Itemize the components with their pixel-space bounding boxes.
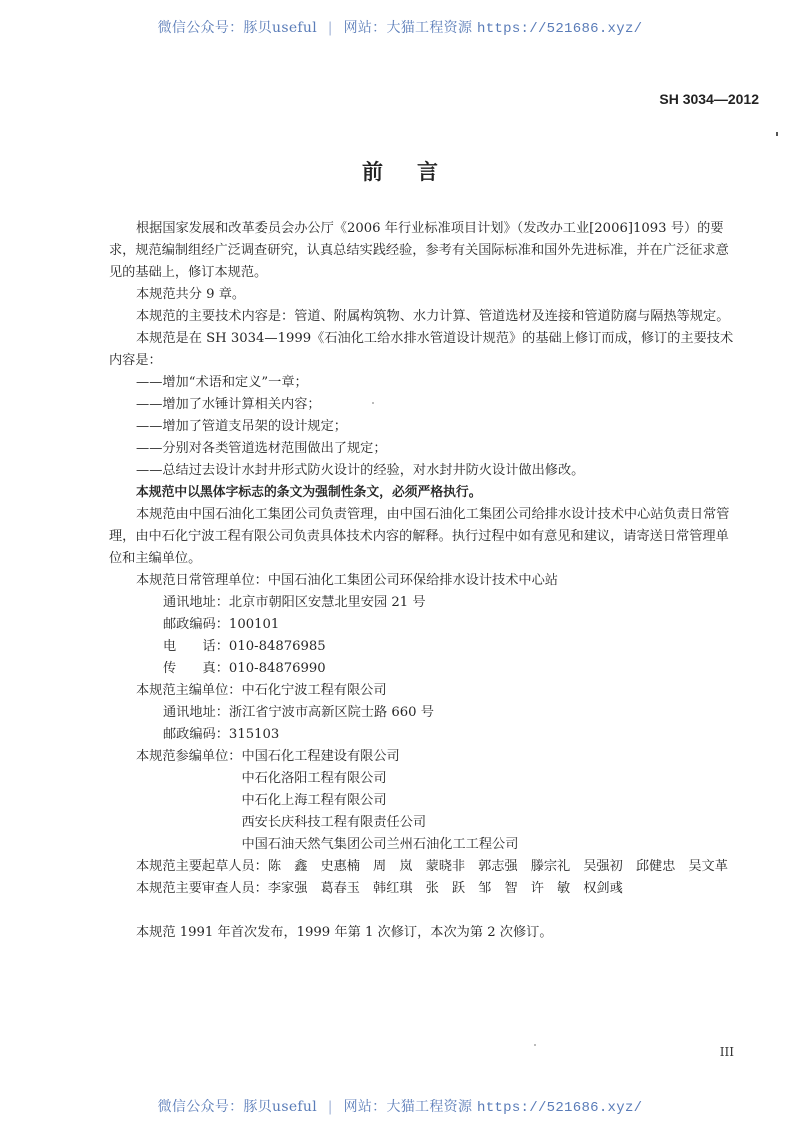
revision-item: ——总结过去设计水封井形式防火设计的经验，对水封井防火设计做出修改。 xyxy=(136,463,585,478)
chief-editor-unit xyxy=(109,680,741,702)
drafter-name: 郭志强 xyxy=(478,859,518,874)
management-address: 通讯地址：北京市朝阳区安慧北里安园 21 号 xyxy=(163,595,426,610)
drafter-name: 滕宗礼 xyxy=(530,859,571,874)
participating-unit: 西安长庆科技工程有限责任公司 xyxy=(241,815,427,830)
revision-item: ——增加了水锤计算相关内容； xyxy=(136,397,321,412)
standard-number: SH 3034—2012 xyxy=(659,91,759,107)
paragraph-revision-basis: 本规范是在 SH 3034—1999《石油化工给水排水管道设计规范》的基础上修订而成，修订的主要技术内容是： xyxy=(109,331,734,368)
reviewer-name: 韩红琪 xyxy=(373,881,413,896)
scan-speck xyxy=(776,132,778,136)
management-unit-label: 本规范日常管理单位： xyxy=(136,573,268,588)
chief-editor-name: 中石化宁波工程有限公司 xyxy=(241,683,387,698)
management-phone: 电 话：010-84876985 xyxy=(163,639,326,654)
watermark-url[interactable]: https://521686.xyz/ xyxy=(477,21,643,37)
watermark-bottom xyxy=(0,1096,800,1116)
watermark-site: 网站：大猫工程资源 xyxy=(343,1099,473,1115)
chief-editor-postcode: 邮政编码：315103 xyxy=(163,727,280,742)
spacer xyxy=(109,900,741,922)
participating-unit: 中国石化工程建设有限公司 xyxy=(241,749,400,764)
paragraph-background: 根据国家发展和改革委员会办公厅《2006 年行业标准项目计划》（发改办工业[2006]1093 号）的要求，规范编制组经广泛调查研究，认真总结实践经验，参考有关国际标准和国外先进标准，并在广泛征求意见的基础上，修订本规范。 xyxy=(109,221,729,280)
paragraph-main-content: 本规范的主要技术内容是：管道、附属构筑物、水力计算、管道选材及连接和管道防腐与隔热等规定。 xyxy=(136,309,730,324)
reviewer-name: 许 敏 xyxy=(530,881,571,896)
scan-speck xyxy=(372,402,374,404)
page-number: III xyxy=(719,1045,734,1059)
reviewers-label: 本规范主要审查人员： xyxy=(136,881,268,896)
revision-history: 本规范 1991 年首次发布，1999 年第 1 次修订，本次为第 2 次修订。 xyxy=(136,925,553,940)
reviewer-name: 李家强 xyxy=(267,881,308,896)
drafter-name: 周 岚 xyxy=(373,859,413,874)
paragraph-management: 本规范由中国石油化工集团公司负责管理，由中国石油化工集团公司给排水设计技术中心站负责日常管理，由中石化宁波工程有限公司负责具体技术内容的解释。执行过程中如有意见和建议，请寄送日常管理单位和主编单位。 xyxy=(109,507,730,566)
management-unit-name: 中国石油化工集团公司环保给排水设计技术中心站 xyxy=(267,573,558,588)
watermark-site: 网站：大猫工程资源 xyxy=(343,20,473,36)
watermark-url[interactable]: https://521686.xyz/ xyxy=(477,1100,643,1116)
management-unit xyxy=(109,570,741,592)
watermark-account: 微信公众号：豚贝useful xyxy=(157,1099,317,1115)
watermark-separator: | xyxy=(327,1099,333,1115)
management-postcode: 邮政编码：100101 xyxy=(163,617,280,632)
reviewer-name: 权剑彧 xyxy=(583,881,623,896)
participating-units xyxy=(109,746,741,856)
revision-item: ——增加了管道支吊架的设计规定； xyxy=(136,419,347,434)
revision-item: ——分别对各类管道选材范围做出了规定； xyxy=(136,441,387,456)
drafters-label: 本规范主要起草人员： xyxy=(136,859,268,874)
reviewer-name: 邹 智 xyxy=(478,881,518,896)
watermark-separator: | xyxy=(327,20,333,36)
participating-units-label: 本规范参编单位： xyxy=(136,749,242,764)
participating-unit: 中国石油天然气集团公司兰州石油化工工程公司 xyxy=(241,837,519,852)
drafter-name: 吴强初 xyxy=(583,859,623,874)
drafter-name: 史惠楠 xyxy=(320,859,360,874)
participating-unit: 中石化上海工程有限公司 xyxy=(241,793,387,808)
chief-editor-label: 本规范主编单位： xyxy=(136,683,242,698)
paragraph-chapters: 本规范共分 9 章。 xyxy=(136,287,246,302)
drafters xyxy=(109,856,741,878)
reviewer-name: 葛春玉 xyxy=(320,881,360,896)
watermark-top xyxy=(0,17,800,37)
document-body xyxy=(109,218,741,944)
drafter-name: 蒙晓非 xyxy=(425,859,466,874)
reviewer-name: 张 跃 xyxy=(425,881,466,896)
mandatory-notice: 本规范中以黑体字标志的条文为强制性条文，必须严格执行。 xyxy=(136,485,482,500)
chief-editor-address: 通讯地址：浙江省宁波市高新区院士路 660 号 xyxy=(163,705,434,720)
participating-unit: 中石化洛阳工程有限公司 xyxy=(241,771,387,786)
drafter-name: 邱健忠 xyxy=(635,859,676,874)
revision-item: ——增加“术语和定义”一章； xyxy=(136,375,308,390)
drafter-name: 吴文革 xyxy=(688,859,728,874)
drafter-name: 陈 鑫 xyxy=(267,859,308,874)
reviewers xyxy=(109,878,741,900)
scan-speck xyxy=(534,1044,536,1046)
watermark-account: 微信公众号：豚贝useful xyxy=(157,20,317,36)
management-fax: 传 真：010-84876990 xyxy=(163,661,326,676)
page-title: 前言 xyxy=(362,160,472,184)
